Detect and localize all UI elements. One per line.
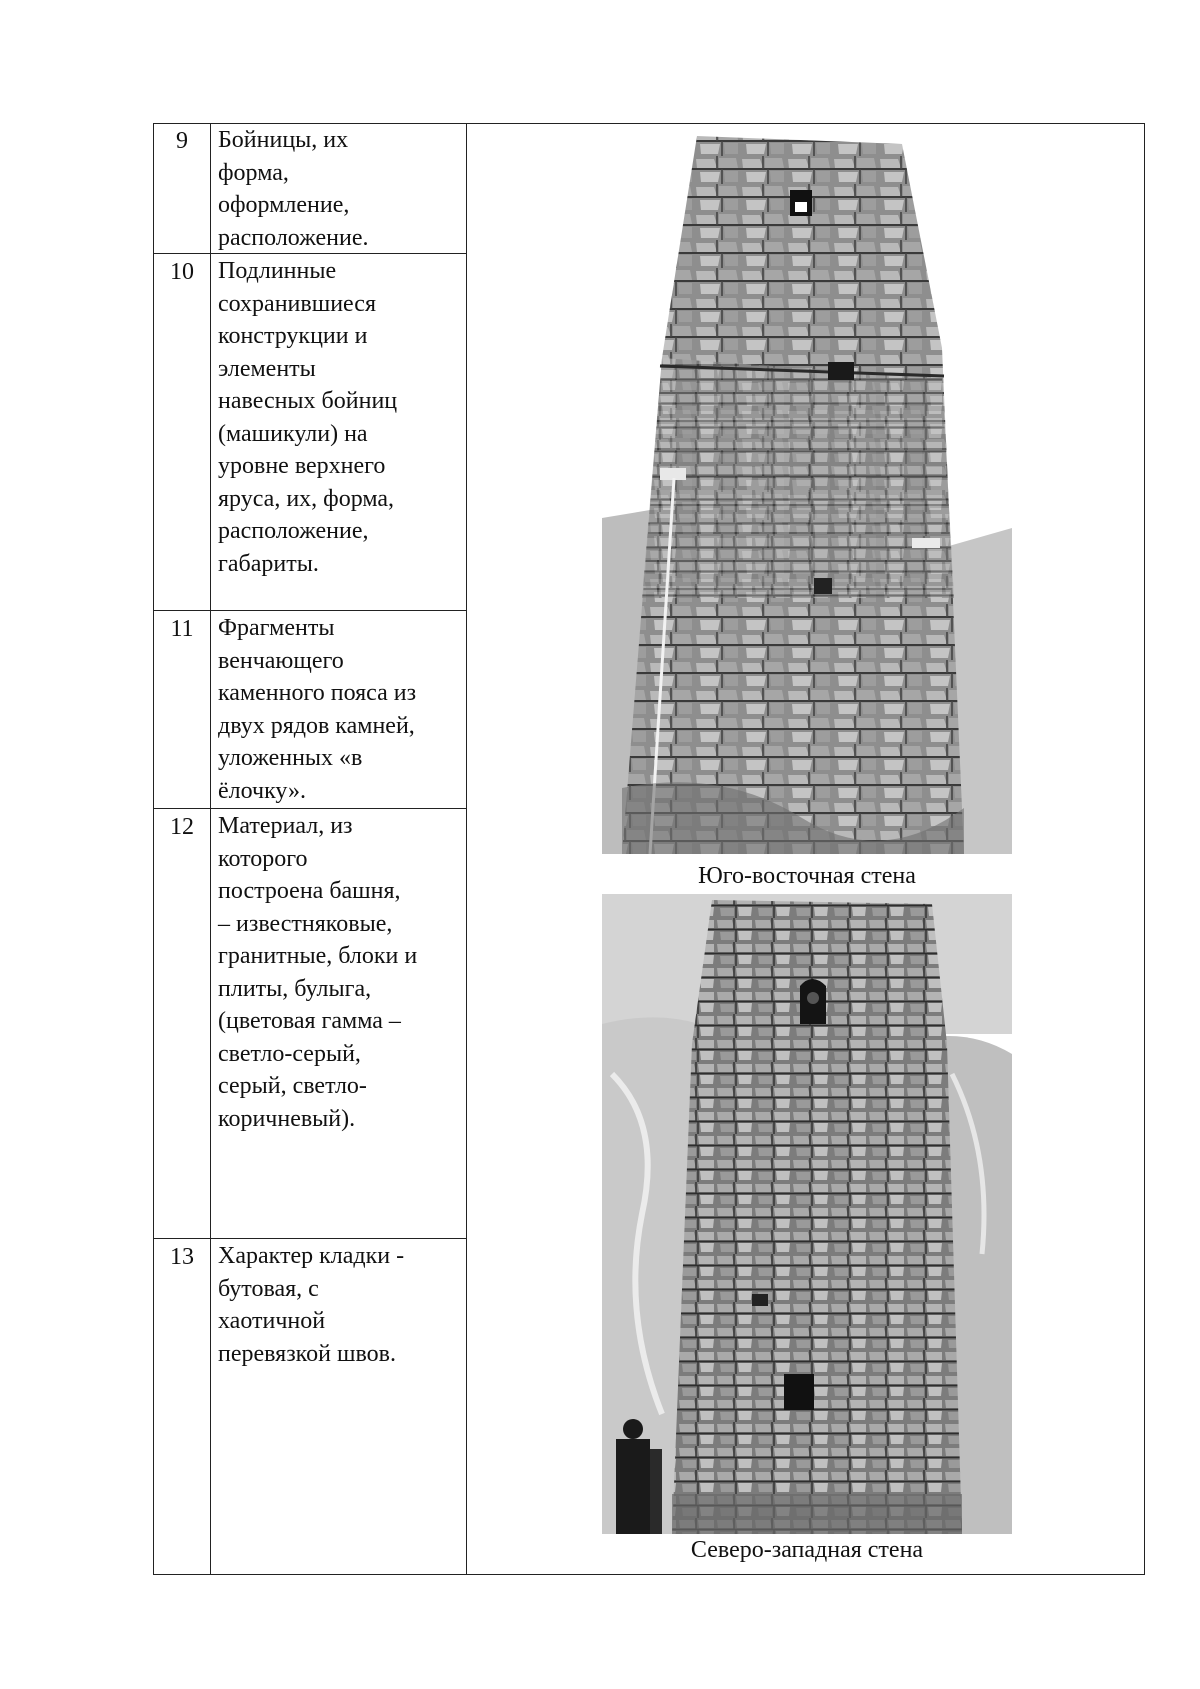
description-table: [153, 123, 1145, 1575]
column-divider: [210, 124, 211, 1574]
row-number: 11: [170, 616, 194, 642]
row-number: 10: [170, 259, 194, 285]
row-number: 9: [176, 128, 188, 154]
tower-photo-southeast: [602, 128, 1012, 854]
photo-caption: Северо-западная стена: [690, 1537, 924, 1563]
photo-column: [466, 124, 1144, 1574]
row-description: Подлинные сохранившиеся конструкции и элементы навесных бойниц (машикули) на уровне верхнего яруса, их, форма, расположение, габариты.: [218, 258, 398, 577]
row-description: Характер кладки - бутовая, с хаотичной перевязкой швов.: [218, 1243, 405, 1367]
row-number: 13: [170, 1244, 194, 1270]
row-divider: [154, 610, 466, 611]
row-description: Материал, из которого построена башня, – известняковые, гранитные, блоки и плиты, булыга, (цветовая гамма – светло-серый, серый, светло- коричневый).: [218, 813, 418, 1132]
row-number: 12: [170, 814, 194, 840]
photo-caption: Юго-восточная стена: [698, 863, 916, 889]
row-description: Бойницы, их форма, оформление, расположение.: [218, 127, 369, 251]
row-description: Фрагменты венчающего каменного пояса из двух рядов камней, уложенных «в ёлочку».: [218, 615, 417, 804]
row-divider: [154, 808, 466, 809]
row-divider: [154, 1238, 466, 1239]
tower-photo-northwest: [602, 894, 1012, 1534]
